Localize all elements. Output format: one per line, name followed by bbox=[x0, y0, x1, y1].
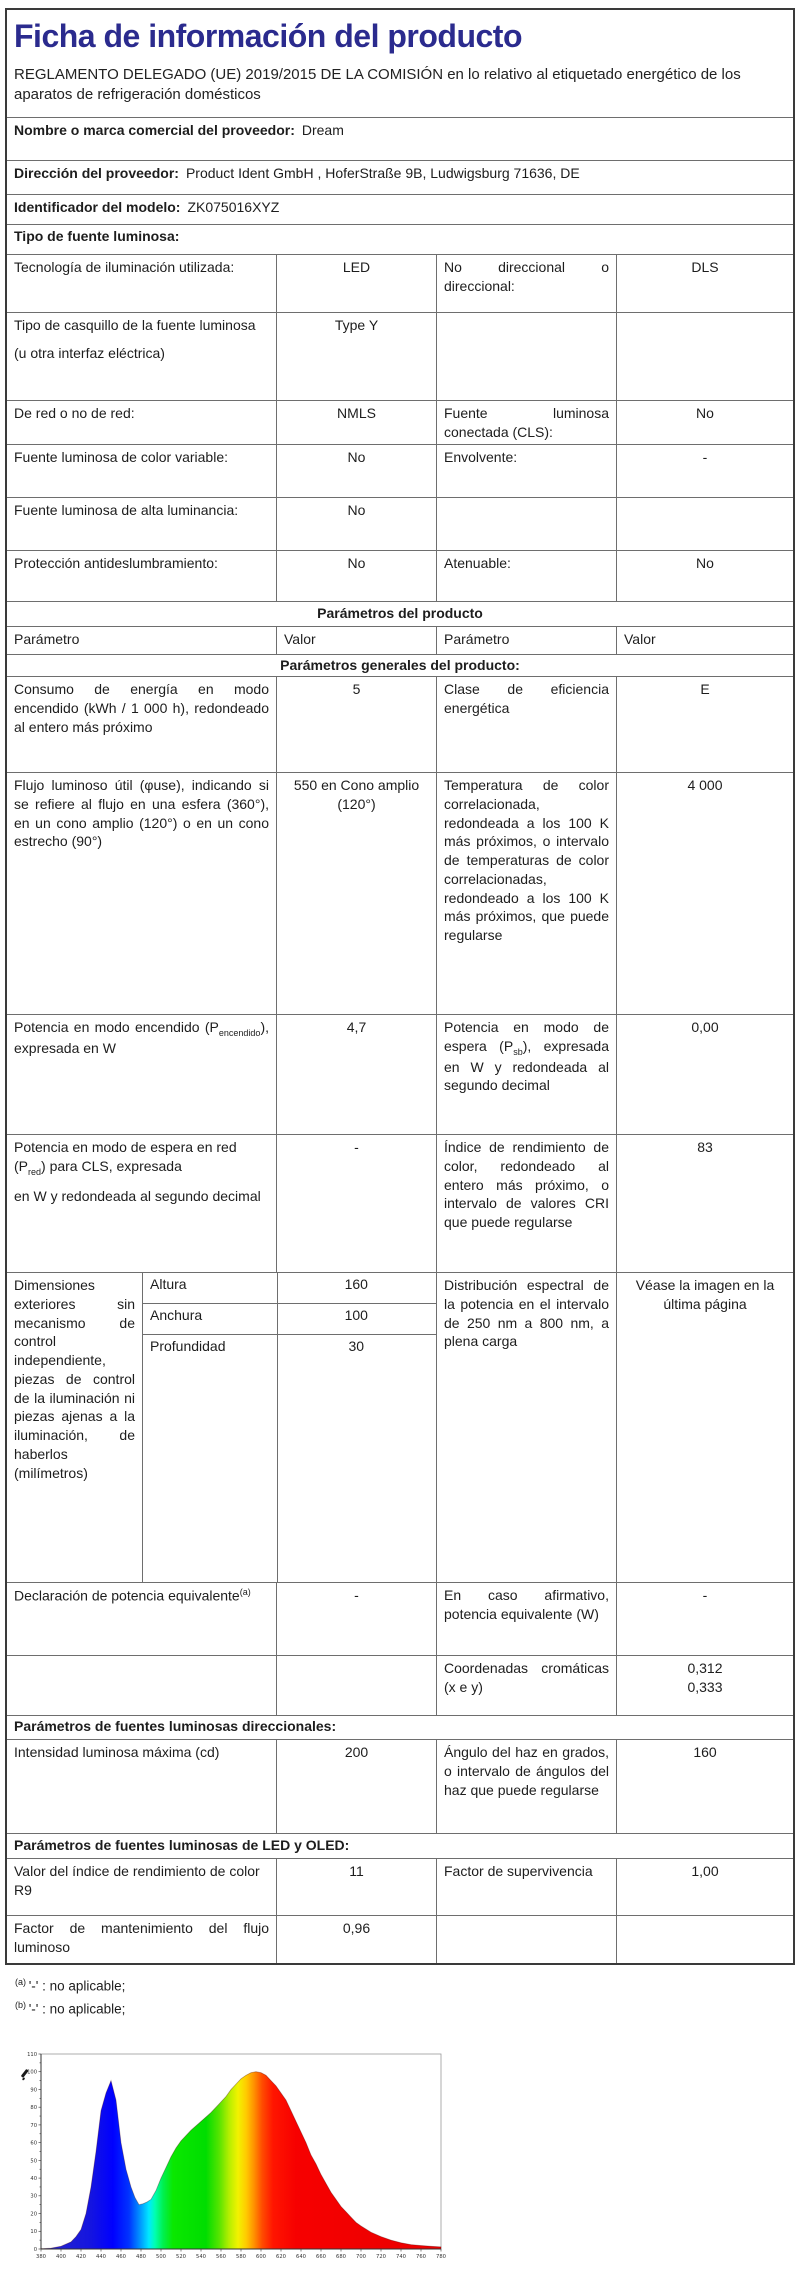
directional-header-row bbox=[7, 1715, 793, 1739]
spectrum-svg bbox=[13, 2046, 459, 2270]
svg-text:400: 400 bbox=[56, 2253, 66, 2260]
model-id-label: Identificador del modelo: bbox=[14, 199, 181, 215]
svg-text:10: 10 bbox=[30, 2229, 37, 2236]
dimensions-row bbox=[7, 1272, 793, 1582]
param-label: Potencia en modo de espera en red $(P_{red})$ para CLS, expresada en W y redondeada al segundo decimal bbox=[14, 1139, 261, 1204]
param-value: 11 bbox=[276, 1859, 436, 1915]
param-value: 4,7 bbox=[276, 1015, 436, 1134]
provider-name-row bbox=[7, 117, 793, 160]
param-value: 0,312 0,333 bbox=[616, 1656, 793, 1715]
param-label: Tecnología de iluminación utilizada: bbox=[14, 259, 235, 275]
table-row bbox=[7, 1582, 793, 1655]
param-value: - bbox=[616, 1583, 793, 1655]
param-value: 0,00 bbox=[616, 1015, 793, 1134]
svg-text:720: 720 bbox=[376, 2253, 386, 2260]
source-type-header: Tipo de fuente luminosa: bbox=[14, 228, 180, 244]
product-fiche bbox=[5, 8, 795, 2270]
param-label bbox=[436, 498, 616, 550]
svg-text:760: 760 bbox=[416, 2253, 426, 2260]
source-type-header-row bbox=[7, 224, 793, 254]
table-row bbox=[7, 1655, 793, 1715]
provider-address-label: Dirección del proveedor: bbox=[14, 165, 179, 181]
param-label: Potencia en modo de espera $(P_{sb})$, expresada en W y redondeada al segundo decimal bbox=[436, 1015, 616, 1134]
param-label: Atenuable: bbox=[436, 551, 616, 601]
svg-text:480: 480 bbox=[136, 2253, 146, 2260]
page-title: Ficha de información del producto bbox=[14, 18, 522, 54]
svg-text:380: 380 bbox=[36, 2253, 46, 2260]
param-value: LED bbox=[276, 255, 436, 312]
svg-text:540: 540 bbox=[196, 2253, 206, 2260]
empty-cell bbox=[276, 1656, 436, 1715]
svg-text:110: 110 bbox=[27, 2051, 37, 2058]
provider-name-value: Dream bbox=[301, 122, 344, 138]
param-value bbox=[616, 1916, 793, 1963]
param-value: 160 bbox=[616, 1740, 793, 1833]
svg-text:640: 640 bbox=[296, 2253, 306, 2260]
param-label: Fuente luminosa de color variable: bbox=[14, 449, 229, 465]
param-label: Protección antideslumbramiento: bbox=[14, 555, 218, 571]
param-value: No bbox=[616, 401, 793, 444]
param-value: 83 bbox=[616, 1135, 793, 1272]
svg-text:780: 780 bbox=[436, 2253, 446, 2260]
param-value: No bbox=[276, 445, 436, 497]
svg-text:100: 100 bbox=[27, 2069, 37, 2076]
footnotes bbox=[15, 1975, 795, 2022]
table-row bbox=[7, 254, 793, 312]
param-label: Factor de supervivencia bbox=[436, 1859, 616, 1915]
param-value: - bbox=[276, 1583, 436, 1655]
dimension-name: Profundidad bbox=[150, 1338, 226, 1354]
param-label: Potencia en modo encendido $(P_{encendido})$, expresada en W bbox=[14, 1019, 269, 1056]
column-header: Valor bbox=[616, 627, 793, 654]
param-value: 4 000 bbox=[616, 773, 793, 1014]
param-label: Índice de rendimiento de color, redondeado al entero más próximo, o intervalo de valores CRI que puede regularse bbox=[436, 1135, 616, 1272]
column-header-row bbox=[7, 626, 793, 654]
param-value: NMLS bbox=[276, 401, 436, 444]
svg-text:80: 80 bbox=[30, 2104, 37, 2111]
table-row bbox=[7, 550, 793, 601]
provider-address-row bbox=[7, 160, 793, 194]
footnote-a: $^{(a)}$ '-' : no aplicable; bbox=[15, 1977, 126, 1994]
svg-text:420: 420 bbox=[76, 2253, 86, 2260]
param-label: Clase de eficiencia energética bbox=[436, 677, 616, 772]
svg-text:700: 700 bbox=[356, 2253, 366, 2260]
led-oled-header-row bbox=[7, 1833, 793, 1858]
svg-text:0: 0 bbox=[33, 2246, 37, 2253]
param-label: Declaración de potencia equivalente$^{(a)}$ bbox=[14, 1587, 251, 1604]
dimension-name: Anchura bbox=[150, 1307, 203, 1323]
svg-text:460: 460 bbox=[116, 2253, 126, 2260]
regulation-text: REGLAMENTO DELEGADO (UE) 2019/2015 DE LA COMISIÓN en lo relativo al etiquetado energético de los aparatos de refrigeración domésticos bbox=[14, 65, 741, 104]
param-value: DLS bbox=[616, 255, 793, 312]
table-row bbox=[7, 312, 793, 400]
svg-text:560: 560 bbox=[216, 2253, 226, 2260]
param-value bbox=[616, 498, 793, 550]
spectral-distribution-chart bbox=[13, 2046, 459, 2270]
dimension-name: Altura bbox=[150, 1276, 187, 1292]
svg-text:740: 740 bbox=[396, 2253, 406, 2260]
param-label: Intensidad luminosa máxima (cd) bbox=[14, 1744, 220, 1760]
svg-text:70: 70 bbox=[30, 2122, 37, 2129]
param-label: Fuente luminosa de alta luminancia: bbox=[14, 502, 239, 518]
svg-text:90: 90 bbox=[30, 2087, 37, 2094]
param-value: - bbox=[276, 1135, 436, 1272]
general-params-header-row bbox=[7, 654, 793, 676]
table-row bbox=[7, 1858, 793, 1915]
model-id-row bbox=[7, 194, 793, 224]
svg-text:580: 580 bbox=[236, 2253, 246, 2260]
param-label: En caso afirmativo, potencia equivalente (W) bbox=[436, 1583, 616, 1655]
fiche-table bbox=[5, 8, 795, 1965]
dimension-value: 30 bbox=[348, 1338, 365, 1354]
param-label: No direccional o direccional: bbox=[436, 255, 616, 312]
table-row bbox=[7, 1915, 793, 1963]
footnote-b: $^{(b)}$ '-' : no aplicable; bbox=[15, 2000, 126, 2017]
svg-text:40: 40 bbox=[30, 2175, 37, 2182]
param-label: Tipo de casquillo de la fuente luminosa (u otra interfaz eléctrica) bbox=[14, 317, 256, 361]
param-label: Factor de mantenimiento del flujo luminoso bbox=[14, 1920, 269, 1955]
svg-text:50: 50 bbox=[30, 2158, 37, 2165]
param-value: Véase la imagen en la última página bbox=[616, 1273, 793, 1582]
param-label: Ángulo del haz en grados, o intervalo de ángulos del haz que puede regularse bbox=[436, 1740, 616, 1833]
svg-text:600: 600 bbox=[256, 2253, 266, 2260]
title-row bbox=[7, 10, 793, 117]
param-value: No bbox=[276, 498, 436, 550]
table-row bbox=[7, 1014, 793, 1134]
table-row bbox=[7, 772, 793, 1014]
dimension-row-width bbox=[143, 1304, 436, 1335]
svg-text:20: 20 bbox=[30, 2211, 37, 2218]
param-value: No bbox=[616, 551, 793, 601]
param-value: 0,96 bbox=[276, 1916, 436, 1963]
svg-text:660: 660 bbox=[316, 2253, 326, 2260]
param-label: Valor del índice de rendimiento de color R9 bbox=[14, 1863, 260, 1898]
svg-text:620: 620 bbox=[276, 2253, 286, 2260]
param-label: Coordenadas cromáticas (x e y) bbox=[436, 1656, 616, 1715]
table-row bbox=[7, 400, 793, 444]
table-row bbox=[7, 676, 793, 772]
param-value: 5 bbox=[276, 677, 436, 772]
param-value: 1,00 bbox=[616, 1859, 793, 1915]
column-header: Parámetro bbox=[436, 627, 616, 654]
directional-header: Parámetros de fuentes luminosas direccionales: bbox=[14, 1718, 337, 1734]
param-label: Temperatura de color correlacionada, redondeada a los 100 K más próximos, o intervalo de temperaturas de color correlacionadas, redondeado a los 100 K más próximos, que puede regularse bbox=[436, 773, 616, 1014]
dimension-row-depth bbox=[143, 1335, 436, 1366]
column-header: Parámetro bbox=[14, 631, 80, 647]
column-header: Valor bbox=[276, 627, 436, 654]
product-params-header-row bbox=[7, 601, 793, 626]
general-params-header: Parámetros generales del producto: bbox=[280, 657, 520, 673]
dimensions-subtable bbox=[142, 1273, 436, 1582]
param-label: Fuente luminosa conectada (CLS): bbox=[436, 401, 616, 444]
param-label: Consumo de energía en modo encendido (kWh / 1 000 h), redondeado al entero más próximo bbox=[14, 681, 269, 735]
param-value: Type Y bbox=[276, 313, 436, 400]
product-params-header: Parámetros del producto bbox=[317, 605, 483, 621]
svg-text:520: 520 bbox=[176, 2253, 186, 2260]
svg-text:60: 60 bbox=[30, 2140, 37, 2147]
model-id-value: ZK075016XYZ bbox=[187, 199, 280, 215]
param-label: De red o no de red: bbox=[14, 405, 135, 421]
dimension-row-height bbox=[143, 1273, 436, 1304]
param-value: 200 bbox=[276, 1740, 436, 1833]
table-row bbox=[7, 444, 793, 497]
param-label bbox=[436, 1916, 616, 1963]
table-row bbox=[7, 1134, 793, 1272]
table-row bbox=[7, 1739, 793, 1833]
led-oled-header: Parámetros de fuentes luminosas de LED y OLED: bbox=[14, 1837, 350, 1853]
param-label: Envolvente: bbox=[436, 445, 616, 497]
svg-text:440: 440 bbox=[96, 2253, 106, 2260]
table-row bbox=[7, 497, 793, 550]
param-value bbox=[616, 313, 793, 400]
param-value: - bbox=[616, 445, 793, 497]
provider-address-value: Product Ident GmbH , HoferStraße 9B, Ludwigsburg 71636, DE bbox=[185, 165, 580, 181]
dimension-value: 100 bbox=[344, 1307, 368, 1323]
svg-text:500: 500 bbox=[156, 2253, 166, 2260]
param-label: Distribución espectral de la potencia en el intervalo de 250 nm a 800 nm, a plena carga bbox=[436, 1273, 616, 1582]
svg-text:680: 680 bbox=[336, 2253, 346, 2260]
provider-name-label: Nombre o marca comercial del proveedor: bbox=[14, 122, 295, 138]
param-value: No bbox=[276, 551, 436, 601]
param-value: 550 en Cono amplio (120°) bbox=[276, 773, 436, 1014]
dimension-value: 160 bbox=[344, 1276, 368, 1292]
dimensions-label: Dimensiones exteriores sin mecanismo de control independiente, piezas de control de la iluminación ni piezas ajenas a la iluminación, de haberlos (milímetros) bbox=[14, 1277, 135, 1481]
svg-text:30: 30 bbox=[30, 2193, 37, 2200]
param-value: E bbox=[616, 677, 793, 772]
param-label bbox=[436, 313, 616, 400]
empty-cell bbox=[7, 1656, 276, 1715]
param-label: Flujo luminoso útil (φuse), indicando si se refiere al flujo en una esfera (360°), en un cono amplio (120°) o en un cono estrecho (90°) bbox=[14, 777, 269, 850]
